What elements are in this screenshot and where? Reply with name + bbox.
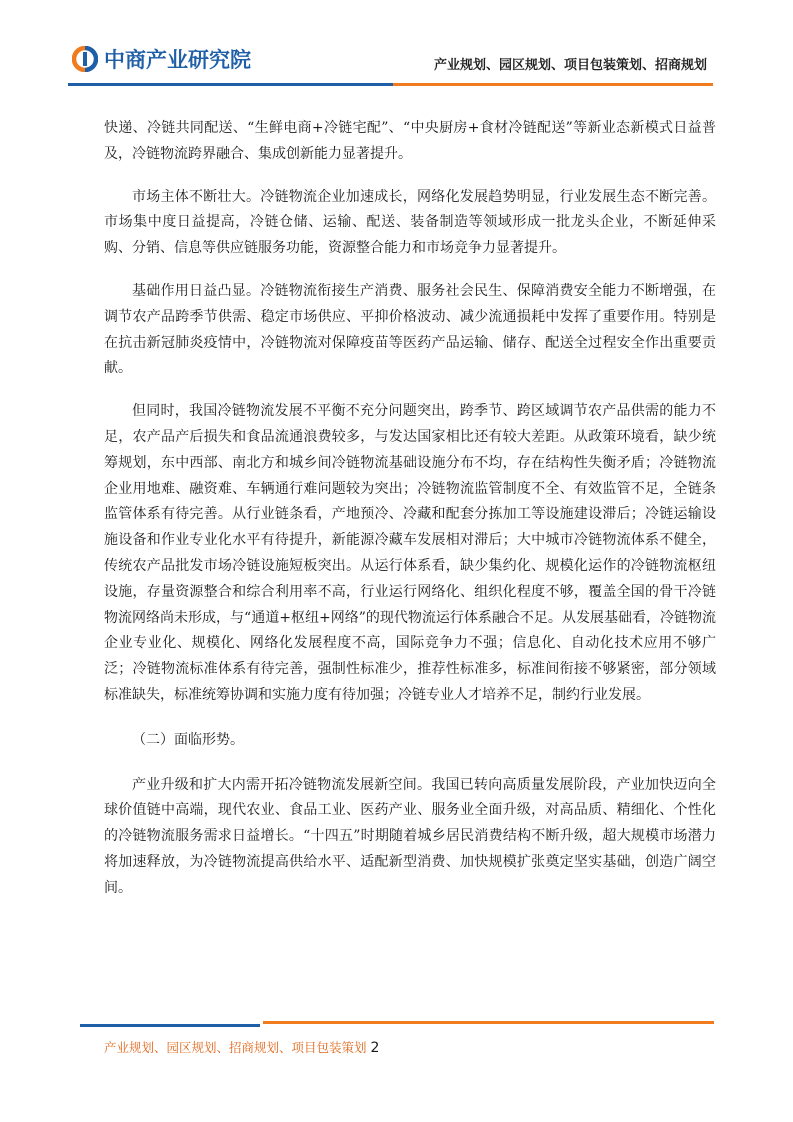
logo-text: 中商产业研究院 — [104, 48, 251, 72]
page-header — [0, 0, 793, 95]
footer-slogan: 产业规划、园区规划、招商规划、项目包装策划 — [104, 1040, 367, 1055]
page-footer — [104, 1038, 379, 1056]
paragraph-2: 市场主体不断壮大。冷链物流企业加速成长，网络化发展趋势明显，行业发展生态不断完善。市场集中度日益提高，冷链仓储、运输、配送、装备制造等领域形成一批龙头企业，不断延伸采购、分销、信息等供应链服务功能，资源整合能力和市场竞争力显著提升。 — [104, 188, 716, 257]
footer-divider-orange — [263, 1021, 714, 1024]
page-number: 2 — [370, 1040, 380, 1056]
section-heading: （二）面临形势。 — [132, 731, 244, 748]
footer-divider-blue — [80, 1024, 260, 1027]
paragraph-5: 产业升级和扩大内需开拓冷链物流发展新空间。我国已转向高质量发展阶段，产业加快迈向全球价值链中高端，现代农业、食品工业、医药产业、服务业全面升级，对高品质、精细化、个性化的冷链物流服务需求日益增长。“十四五”时期随着城乡居民消费结构不断升级，超大规模市场潜力将加速释放，为冷链物流提高供给水平、适配新型消费、加快规模扩张奠定坚实基础，创造广阔空间。 — [104, 776, 716, 896]
header-divider-orange — [393, 83, 713, 86]
brand-logo[interactable] — [72, 44, 251, 74]
paragraph-1: 快递、冷链共同配送、“生鲜电商+冷链宅配”、“中央厨房+食材冷链配送”等新业态新模式日益普及，冷链物流跨界融合、集成创新能力显著提升。 — [104, 120, 716, 162]
document-body — [104, 116, 716, 902]
paragraph-4: 但同时，我国冷链物流发展不平衡不充分问题突出，跨季节、跨区域调节农产品供需的能力不足，农产品产后损失和食品流通浪费较多，与发达国家相比还有较大差距。从政策环境看，缺少统筹规划，东中西部、南北方和城乡间冷链物流基础设施分布不均，存在结构性失衡矛盾；冷链物流企业用地难、融资难、车辆通行难问题较为突出；冷链物流监管制度不全、有效监管不足，全链条监管体系有待完善。从行业链条看，产地预冷、冷藏和配套分拣加工等设施建设滞后；冷链运输设施设备和作业专业化水平有待提升，新能源冷藏车发展相对滞后；大中城市冷链物流体系不健全，传统农产品批发市场冷链设施短板突出。从运行体系看，缺少集约化、规模化运作的冷链物流枢纽设施，存量资源整合和综合利用率不高，行业运行网络化、组织化程度不够，覆盖全国的骨干冷链物流网络尚未形成，与“通道+枢纽+网络”的现代物流运行体系融合不足。从发展基础看，冷链物流企业专业化、规模化、网络化发展程度不高，国际竞争力不强；信息化、自动化技术应用不够广泛；冷链物流标准体系有待完善，强制性标准少，推荐性标准多，标准间衔接不够紧密，部分领域标准缺失，标准统筹协调和实施力度有待加强；冷链专业人才培养不足，制约行业发展。 — [104, 403, 716, 703]
header-divider-blue — [68, 83, 393, 86]
header-slogan: 产业规划、园区规划、项目包装策划、招商规划 — [433, 58, 707, 73]
logo-mark-icon — [72, 46, 98, 72]
paragraph-3: 基础作用日益凸显。冷链物流衔接生产消费、服务社会民生、保障消费安全能力不断增强，在调节农产品跨季节供需、稳定市场供应、平抑价格波动、减少流通损耗中发挥了重要作用。特别是在抗击新冠肺炎疫情中，冷链物流对保障疫苗等医药产品运输、储存、配送全过程安全作出重要贡献。 — [104, 282, 716, 377]
